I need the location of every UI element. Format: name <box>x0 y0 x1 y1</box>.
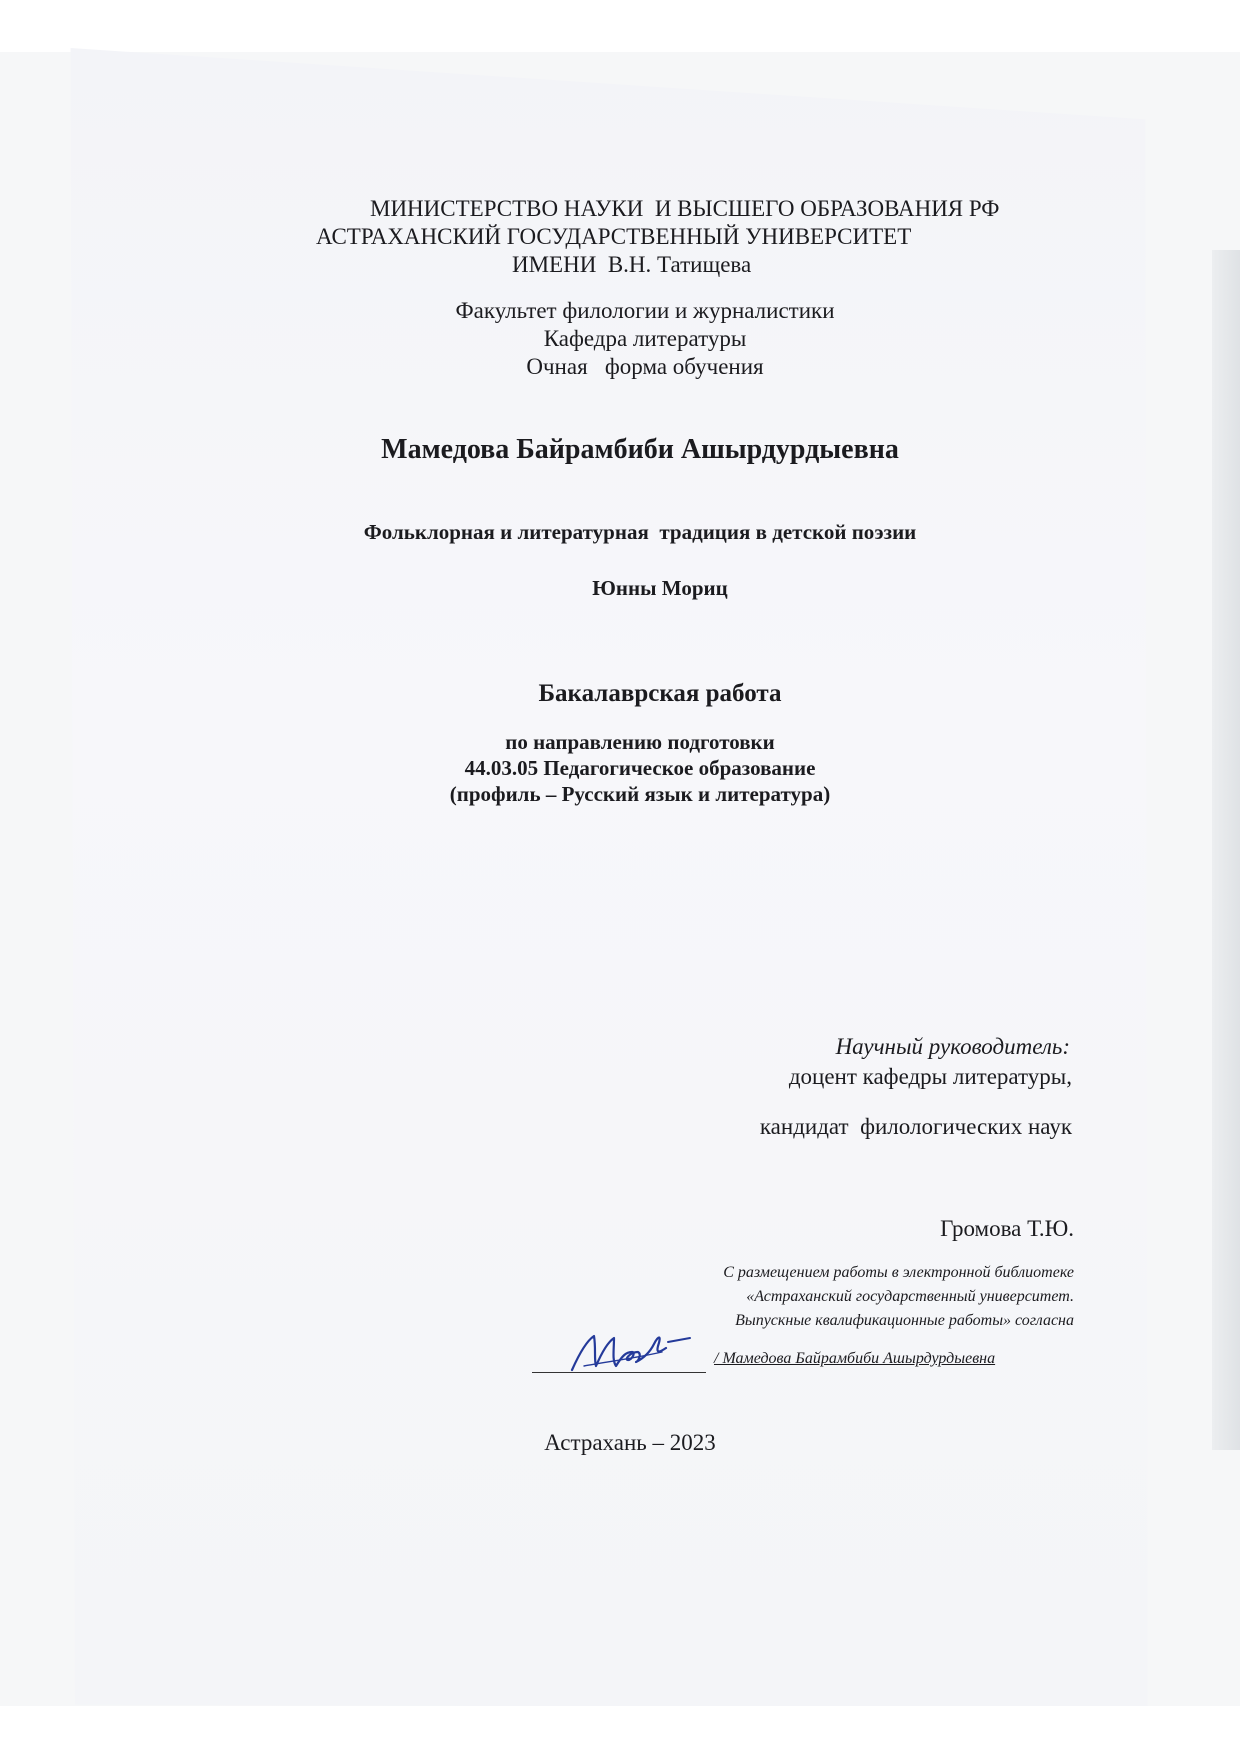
consent-signer: / Мамедова Байрамбиби Ашырдурдыевна <box>714 1350 996 1367</box>
document-page <box>64 48 1152 1708</box>
consent-line3: Выпускные квалификационные работы» согласна <box>735 1312 1074 1329</box>
background-bottom <box>0 1706 1240 1755</box>
city-year: Астрахань – 2023 <box>544 1430 716 1455</box>
consent-line2: «Астраханский государственный университет. <box>746 1288 1074 1305</box>
supervisor-name: Громова Т.Ю. <box>940 1216 1074 1241</box>
study-form-line: Очная форма обучения <box>526 354 764 379</box>
thesis-title-line1: Фольклорная и литературная традиция в детской поэзии <box>363 520 917 544</box>
direction-line3: (профиль – Русский язык и литература) <box>449 782 831 806</box>
background-top <box>0 0 1240 52</box>
work-type: Бакалаврская работа <box>538 680 782 707</box>
direction-line1: по направлению подготовки <box>505 730 775 754</box>
signature-image <box>566 1322 716 1378</box>
supervisor-position: доцент кафедры литературы, <box>788 1064 1072 1089</box>
named-after-line: ИМЕНИ В.Н. Татищева <box>512 252 752 277</box>
consent-line1: С размещением работы в электронной библиотеке <box>723 1264 1074 1281</box>
author-name: Мамедова Байрамбиби Ашырдурдыевна <box>381 434 899 465</box>
thesis-title-line2: Юнны Мориц <box>592 576 728 600</box>
university-line: АСТРАХАНСКИЙ ГОСУДАРСТВЕННЫЙ УНИВЕРСИТЕТ <box>316 224 912 249</box>
supervisor-degree: кандидат филологических наук <box>759 1114 1072 1139</box>
chair-line: Кафедра литературы <box>543 326 747 351</box>
supervisor-heading: Научный руководитель: <box>835 1034 1070 1059</box>
direction-line2: 44.03.05 Педагогическое образование <box>464 756 816 780</box>
faculty-line: Факультет филологии и журналистики <box>455 298 835 323</box>
ministry-line: МИНИСТЕРСТВО НАУКИ И ВЫСШЕГО ОБРАЗОВАНИЯ РФ <box>370 196 1000 221</box>
background-edge <box>1212 250 1240 1450</box>
